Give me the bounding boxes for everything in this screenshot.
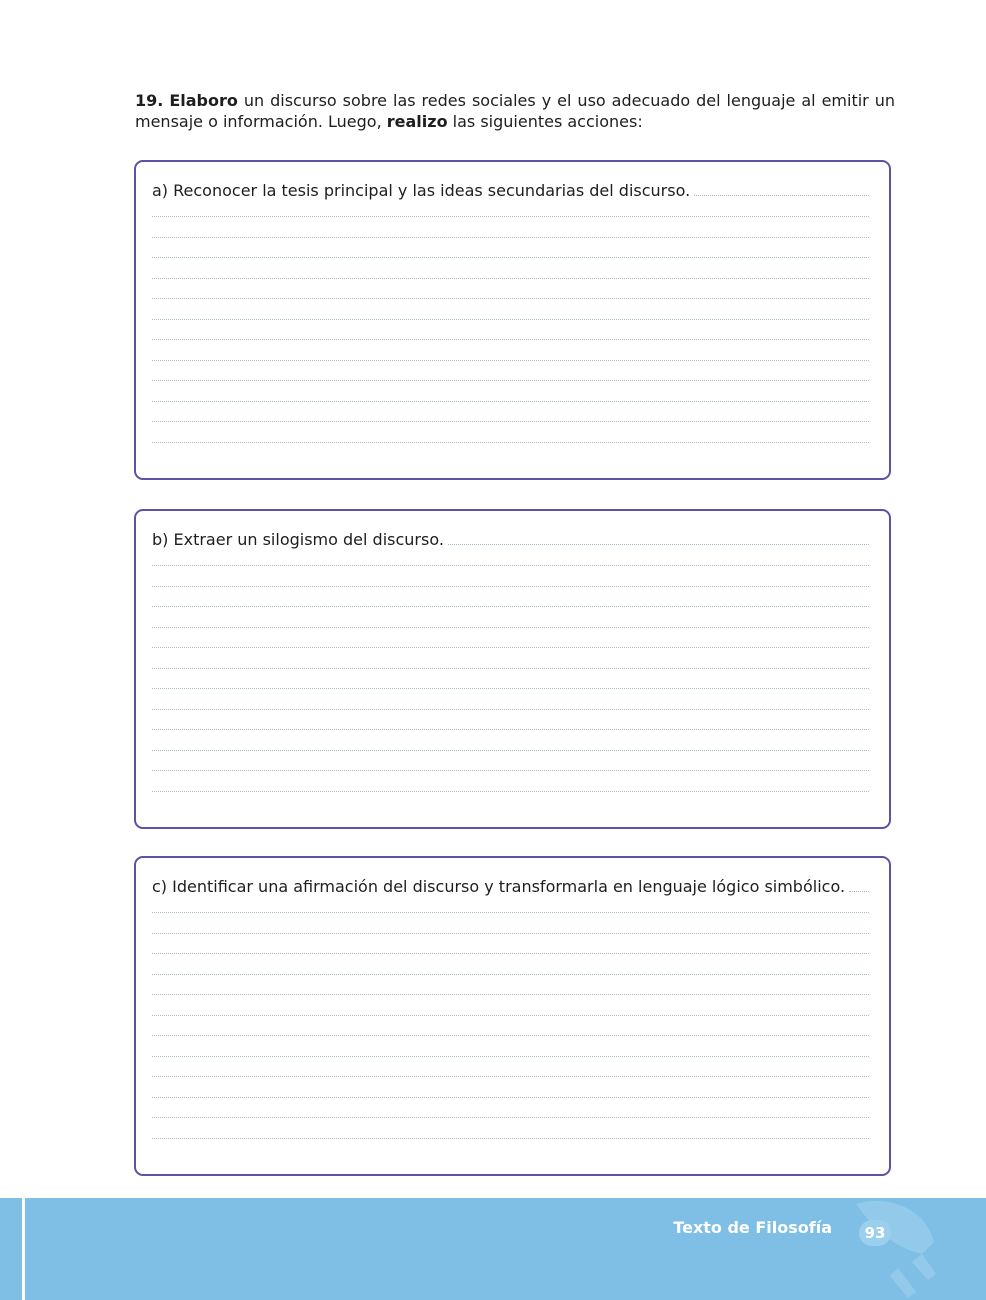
answer-line[interactable] [152, 647, 869, 648]
instruction-text-2: las siguientes acciones: [452, 112, 643, 131]
answer-line[interactable] [152, 1035, 869, 1036]
answer-line[interactable] [152, 791, 869, 792]
answer-line[interactable] [152, 421, 869, 422]
activity-box-c [134, 856, 891, 1176]
activity-prompt-b [152, 529, 869, 551]
answer-line[interactable] [152, 1138, 869, 1139]
answer-line[interactable] [152, 257, 869, 258]
activity-prompt-a [152, 180, 869, 202]
page-number: 93 [859, 1220, 891, 1246]
answer-line[interactable] [152, 360, 869, 361]
page-footer [0, 1198, 986, 1300]
answer-line[interactable] [152, 668, 869, 669]
rocket-icon [836, 1198, 956, 1300]
answer-line[interactable] [152, 770, 869, 771]
answer-line[interactable] [152, 627, 869, 628]
answer-line[interactable] [152, 298, 869, 299]
answer-line[interactable] [152, 709, 869, 710]
answer-line[interactable] [152, 339, 869, 340]
answer-line[interactable] [152, 380, 869, 381]
exercise-number: 19. [135, 91, 164, 110]
answer-line[interactable] [152, 729, 869, 730]
answer-line[interactable] [152, 237, 869, 238]
answer-line[interactable] [152, 688, 869, 689]
activity-prompt-a-text: a) Reconocer la tesis principal y las ideas secundarias del discurso. [152, 181, 691, 200]
answer-line-first[interactable] [849, 877, 869, 892]
footer-stripe [22, 1198, 25, 1300]
answer-line[interactable] [152, 1015, 869, 1016]
instruction-text-1: un discurso sobre las redes sociales y el uso adecuado del lenguaje al emitir un mensaje o información. Luego, [135, 91, 896, 131]
book-title: Texto de Filosofía [673, 1218, 832, 1237]
answer-line[interactable] [152, 1056, 869, 1057]
answer-line[interactable] [152, 912, 869, 913]
activity-box-a [134, 160, 891, 480]
answer-line[interactable] [152, 216, 869, 217]
activity-prompt-b-text: b) Extraer un silogismo del discurso. [152, 530, 444, 549]
answer-line[interactable] [152, 565, 869, 566]
activity-box-b [134, 509, 891, 829]
answer-line[interactable] [152, 994, 869, 995]
answer-line[interactable] [152, 401, 869, 402]
instruction-verb-realizo: realizo [386, 112, 448, 131]
activity-prompt-c-text: c) Identificar una afirmación del discurso y transformarla en lenguaje lógico simbólico. [152, 877, 846, 896]
answer-line[interactable] [152, 319, 869, 320]
instruction-verb-elaboro: Elaboro [169, 91, 238, 110]
exercise-instructions [135, 90, 895, 132]
answer-line[interactable] [152, 1097, 869, 1098]
activity-prompt-c [152, 876, 869, 898]
answer-line[interactable] [152, 953, 869, 954]
answer-line[interactable] [152, 974, 869, 975]
answer-line[interactable] [152, 442, 869, 443]
answer-line-first[interactable] [694, 181, 869, 196]
answer-line[interactable] [152, 933, 869, 934]
answer-line[interactable] [152, 1076, 869, 1077]
answer-line[interactable] [152, 586, 869, 587]
answer-line[interactable] [152, 750, 869, 751]
answer-line[interactable] [152, 278, 869, 279]
answer-line-first[interactable] [448, 530, 869, 545]
answer-line[interactable] [152, 1117, 869, 1118]
answer-line[interactable] [152, 606, 869, 607]
